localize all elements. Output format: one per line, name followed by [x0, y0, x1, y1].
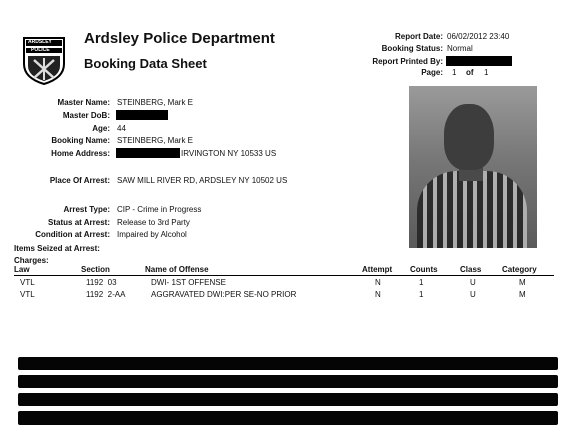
- col-counts: Counts: [410, 265, 438, 274]
- items-seized-label: Items Seized at Arrest:: [14, 244, 100, 253]
- status-at-arrest-label: Status at Arrest:: [48, 218, 110, 227]
- charge-row-1-offense: DWI- 1ST OFFENSE: [151, 278, 226, 287]
- redaction-bar-1: [18, 357, 558, 370]
- redacted-address: [116, 148, 180, 158]
- redaction-bar-2: [18, 375, 558, 388]
- redaction-bar-4: [18, 411, 558, 425]
- charge-row-1-class: U: [470, 278, 476, 287]
- charge-row-2-section: 1192 2-AA: [86, 290, 126, 299]
- booking-status-label: Booking Status:: [381, 44, 443, 53]
- sheet-title: Booking Data Sheet: [84, 56, 207, 71]
- condition-at-arrest-value: Impaired by Alcohol: [117, 230, 187, 239]
- charge-row-2-law: VTL: [20, 290, 35, 299]
- col-law: Law: [14, 265, 30, 274]
- photo-head: [444, 104, 494, 170]
- home-address-value: IRVINGTON NY 10533 US: [181, 149, 277, 158]
- charge-row-1-attempt: N: [375, 278, 381, 287]
- charge-row-1-category: M: [519, 278, 526, 287]
- report-printed-by-label: Report Printed By:: [372, 57, 443, 66]
- age-label: Age:: [92, 124, 110, 133]
- arrest-type-value: CIP - Crime in Progress: [117, 205, 202, 214]
- booking-status-value: Normal: [447, 44, 473, 53]
- col-section: Section: [81, 265, 110, 274]
- logo-top-text: ARDSLEY: [28, 39, 52, 45]
- master-dob-label: Master DoB:: [62, 111, 110, 120]
- charge-row-2-class: U: [470, 290, 476, 299]
- charge-row-2-offense: AGGRAVATED DWI:PER SE-NO PRIOR: [151, 290, 297, 299]
- status-at-arrest-value: Release to 3rd Party: [117, 218, 190, 227]
- booking-name-value: STEINBERG, Mark E: [117, 136, 194, 145]
- arrest-type-label: Arrest Type:: [63, 205, 110, 214]
- master-name-value: STEINBERG, Mark E: [117, 98, 194, 107]
- photo-shirt: [417, 171, 527, 248]
- charge-row-1-counts: 1: [419, 278, 424, 287]
- charges-label: Charges:: [14, 256, 49, 265]
- charge-row-1-law: VTL: [20, 278, 35, 287]
- charge-row-1-section: 1192 03: [86, 278, 117, 287]
- place-of-arrest-value: SAW MILL RIVER RD, ARDSLEY NY 10502 US: [117, 176, 288, 185]
- age-value: 44: [117, 124, 126, 133]
- col-category: Category: [502, 265, 537, 274]
- logo-bottom-text: POLICE: [31, 47, 50, 53]
- redacted-dob: [116, 110, 168, 120]
- place-of-arrest-label: Place Of Arrest:: [49, 176, 110, 185]
- master-name-label: Master Name:: [57, 98, 110, 107]
- booking-photo: [409, 86, 537, 248]
- department-title: Ardsley Police Department: [84, 30, 275, 47]
- charges-header-rule: [14, 275, 554, 276]
- col-offense: Name of Offense: [145, 265, 209, 274]
- page-of: of: [466, 68, 474, 77]
- charge-row-2-category: M: [519, 290, 526, 299]
- page-number: 1: [452, 68, 457, 77]
- charge-row-2-attempt: N: [375, 290, 381, 299]
- department-badge-logo: [20, 34, 68, 86]
- redaction-bar-3: [18, 393, 558, 406]
- redacted-printed-by: [446, 56, 512, 66]
- booking-name-label: Booking Name:: [51, 136, 110, 145]
- report-date-value: 06/02/2012 23:40: [447, 32, 510, 41]
- charge-row-2-counts: 1: [419, 290, 424, 299]
- page-label: Page:: [421, 68, 443, 77]
- condition-at-arrest-label: Condition at Arrest:: [35, 230, 110, 239]
- home-address-label: Home Address:: [51, 149, 110, 158]
- col-class: Class: [460, 265, 482, 274]
- page-total: 1: [484, 68, 489, 77]
- report-date-label: Report Date:: [394, 32, 443, 41]
- col-attempt: Attempt: [362, 265, 393, 274]
